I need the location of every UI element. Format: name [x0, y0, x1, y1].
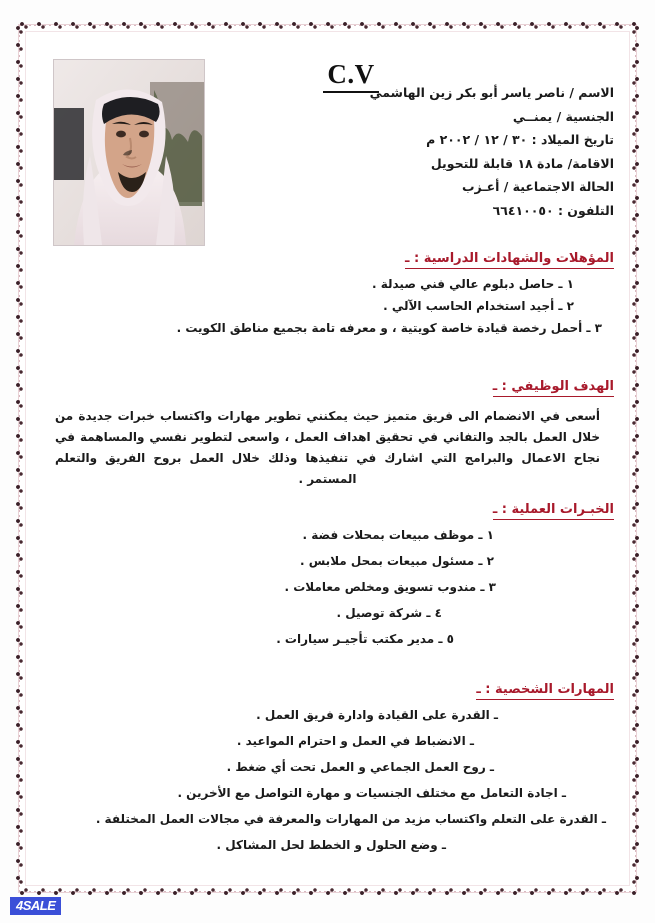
cv-content: [19, 25, 636, 892]
personal-info-residency: الاقامة/ مادة ١٨ قابلة للتحويل: [430, 155, 614, 171]
section-heading-objective: الهدف الوظيفي : ـ: [493, 379, 614, 397]
personal-info-name: الاسم / ناصر ياسر أبو بكر زين الهاشمي: [369, 85, 614, 100]
list-item: ١ ـ موظف مبيعات بمحلات فضة .: [302, 528, 494, 542]
list-item: ـ اجادة التعامل مع مختلف الجنسيات و مهارة التواصل مع الأخرين .: [177, 786, 566, 800]
section-heading-experience: الخبـرات العملية : ـ: [493, 502, 614, 520]
list-item: ١ ـ حاصل دبلوم عالي فني صيدلة .: [371, 277, 574, 291]
list-item: ٣ ـ أحمل رخصة قيادة خاصة كويتية ، و معرفه تامة بجميع مناطق الكويت .: [176, 321, 602, 335]
list-item: ـ روح العمل الجماعي و العمل تحت أي ضغط .: [226, 760, 494, 774]
list-item: ـ القدرة على القيادة وادارة فريق العمل .: [256, 708, 498, 722]
list-item: ـ القدرة على التعلم واكتساب مزيد من المهارات والمعرفة في مجالات العمل المختلفة .: [95, 812, 606, 826]
section-qualifications: [41, 247, 614, 344]
personal-info-phone: التلفون : ٦٦٤١٠٠٥٠: [492, 202, 614, 218]
section-objective: [41, 375, 614, 490]
decorative-border-frame: [18, 24, 637, 893]
list-item: ٣ ـ مندوب تسويق ومخلص معاملات .: [284, 580, 496, 594]
list-item: ـ وضع الحلول و الخطط لحل المشاكل .: [216, 838, 446, 852]
list-item: ٢ ـ مسئول مبيعات بمحل ملابس .: [299, 554, 494, 568]
list-item: ٥ ـ مدير مكتب تأجيـر سيارات .: [276, 632, 454, 646]
portrait-photo-icon: [54, 60, 204, 245]
section-heading-qualifications: المؤهلات والشهادات الدراسية : ـ: [405, 251, 614, 269]
personal-info-marital-status: الحالة الاجتماعية / أعـزب: [461, 179, 614, 194]
avatar: [53, 59, 205, 246]
personal-info: [254, 87, 614, 228]
list-item: ـ الانضباط في العمل و احترام المواعيد .: [236, 734, 474, 748]
watermark-logo: 4SALE: [10, 897, 61, 915]
objective-paragraph: أسعى في الانضمام الى فريق متميز حيث يمكنني تطوير مهارات واكتساب خبرات جديدة من خلال العمل بالجد والتفاني في تحقيق اهداف العمل ، واسعى لتطوير نفسي والمساهمة في نجاح الاعمال والبرامج التي اشارك في تنفيذها وذلك خلال العمل بروح الفريق والتعلم المستمر .: [55, 409, 600, 486]
section-heading-skills: المهارات الشخصية : ـ: [476, 682, 614, 700]
list-item: ٢ ـ أجيد استخدام الحاسب الآلي .: [383, 299, 574, 313]
personal-info-nationality: الجنسية / يمنــي: [512, 108, 614, 124]
list-item: ٤ ـ شركة توصيل .: [336, 606, 442, 620]
page-title-text: C.V: [323, 59, 378, 93]
personal-info-birthdate: تاريخ الميلاد : ٣٠ / ١٢ / ٢٠٠٢ م: [426, 132, 614, 147]
section-experience: [41, 498, 614, 645]
section-skills: [41, 678, 614, 851]
